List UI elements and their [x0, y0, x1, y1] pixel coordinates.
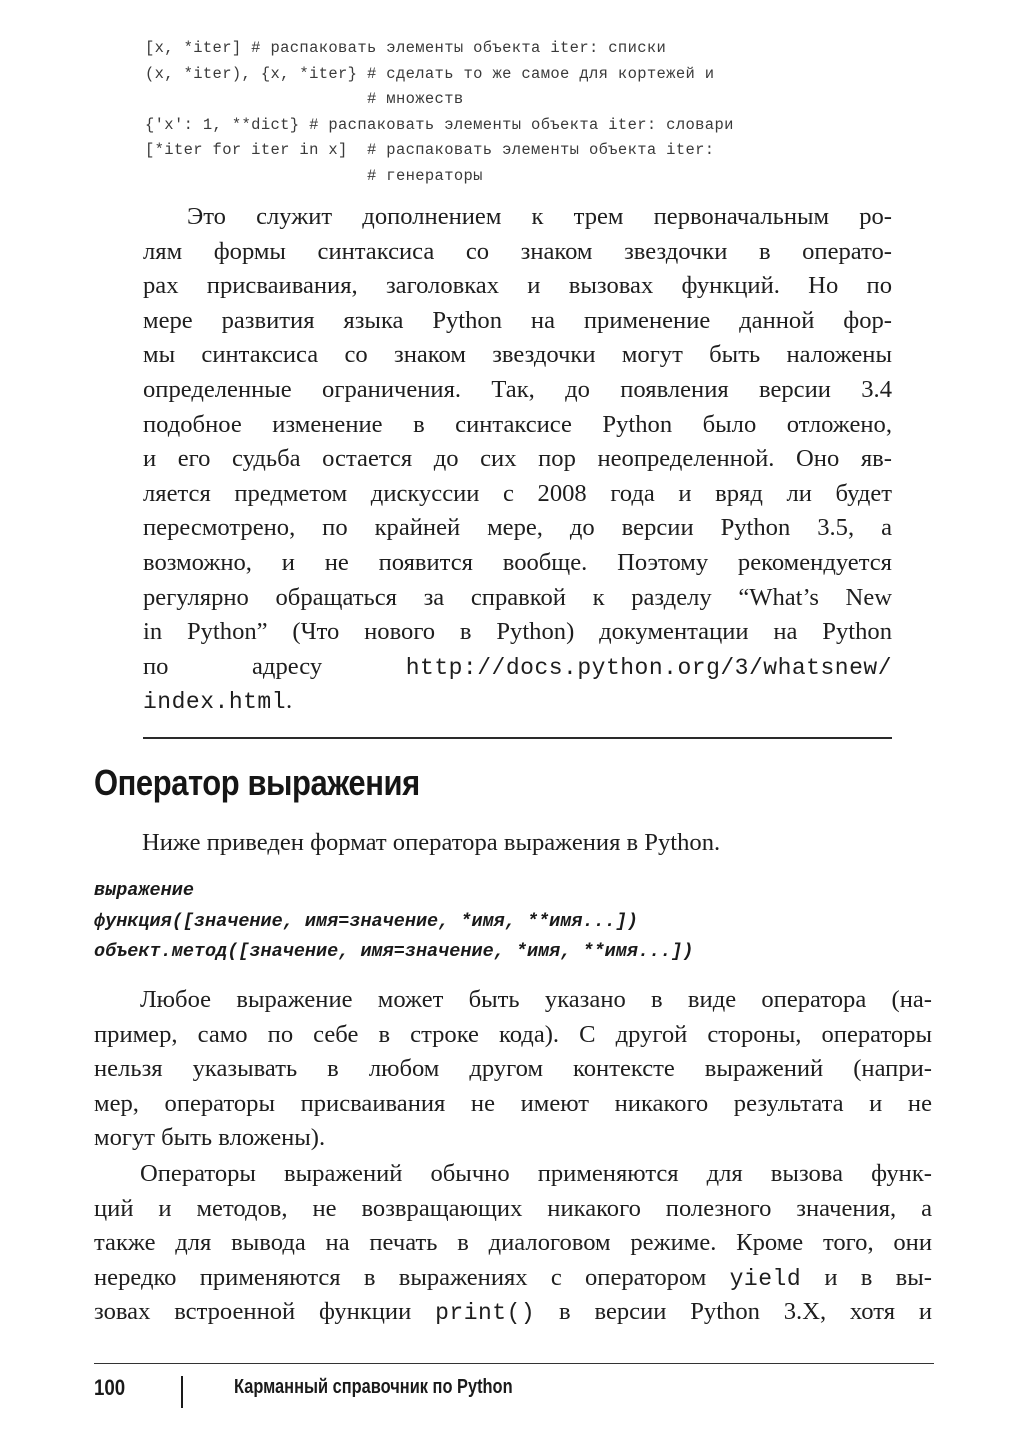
text-line: мере развития языка Python на применение данной фор-	[143, 306, 892, 334]
syntax-text: функция([значение, имя=значение, *имя, **имя...])	[94, 910, 638, 932]
syntax-block	[94, 876, 954, 968]
section-title: Оператор выражения	[94, 762, 420, 803]
text-line	[94, 1295, 932, 1330]
text-line: также для вывода на печать в диалоговом режиме. Кроме того, они	[94, 1229, 932, 1257]
code-example	[145, 36, 945, 190]
text-line: лям формы синтаксиса со знаком звездочки в операто-	[143, 237, 892, 265]
syntax-line	[94, 907, 954, 938]
whatsnew-url: http://docs.python.org/3/whatsnew/	[405, 654, 892, 681]
code-line: # генераторы	[145, 166, 483, 185]
code-line: [*iter for iter in x] # распаковать элементы объекта iter:	[145, 141, 715, 160]
text-segment: и в вы-	[824, 1263, 932, 1291]
text-line: мы синтаксиса со знаком звездочки могут быть наложены	[143, 341, 892, 369]
text-line: возможно, и не появится вообще. Поэтому рекомендуется	[143, 548, 892, 576]
inline-code-print: print()	[435, 1300, 536, 1327]
text-line	[94, 1261, 932, 1296]
text-line: ций и методов, не возвращающих никакого полезного значения, а	[94, 1194, 932, 1222]
url-line	[143, 650, 892, 685]
text-line: пересмотрено, по крайней мере, до версии Python 3.5, а	[143, 514, 892, 542]
code-line: {'x': 1, **dict} # распаковать элементы объекта iter: словари	[145, 115, 734, 134]
text-segment: в версии Python 3.X, хотя и	[559, 1298, 932, 1326]
sidebar-paragraph	[143, 200, 892, 719]
url-line	[143, 684, 892, 719]
code-line: [x, *iter] # распаковать элементы объекта iter: списки	[145, 39, 667, 57]
text-line: рах присваивания, заголовках и вызовах функций. Но по	[143, 272, 892, 300]
syntax-text: объект.метод([значение, имя=значение, *имя, **имя...])	[94, 941, 694, 963]
text-line: ляется предметом дискуссии с 2008 года и вряд ли будет	[143, 479, 892, 507]
text-line: подобное изменение в синтаксисе Python было отложено,	[143, 410, 892, 438]
text-segment: нередко применяются в выражениях с оператором	[94, 1263, 707, 1291]
running-title: Карманный справочник по Python	[234, 1376, 513, 1398]
inline-code-yield: yield	[729, 1265, 802, 1292]
body-paragraph	[94, 1157, 932, 1330]
text-line: определенные ограничения. Так, до появления версии 3.4	[143, 375, 892, 403]
syntax-text: выражение	[94, 880, 194, 901]
text-line: могут быть вложены).	[94, 1124, 326, 1152]
text-line: Операторы выражений обычно применяются для вызова функ-	[140, 1160, 932, 1187]
text-line: мер, операторы присваивания не имеют никакого результата и не	[94, 1089, 932, 1117]
footer-separator	[181, 1376, 183, 1408]
url-prefix: по адресу	[143, 652, 323, 680]
text-line: нельзя указывать в любом другом контексте выражений (напри-	[94, 1055, 932, 1083]
code-line: (x, *iter), {x, *iter} # сделать то же самое для кортежей и	[145, 64, 715, 83]
text-line: Любое выражение может быть указано в виде оператора (на-	[140, 986, 932, 1013]
body-paragraph	[94, 983, 932, 1156]
syntax-line	[94, 937, 954, 968]
url-suffix: .	[286, 687, 293, 715]
text-segment: зовах встроенной функции	[94, 1298, 412, 1326]
whatsnew-url-end: index.html	[143, 689, 287, 716]
text-line: пример, само по себе в строке кода). С другой стороны, операторы	[94, 1020, 932, 1048]
text-line: in Python” (Что нового в Python) документации на Python	[143, 618, 892, 646]
footer-rule	[94, 1363, 934, 1364]
section-intro: Ниже приведен формат оператора выражения в Python.	[142, 829, 721, 856]
sidebar-bottom-rule	[143, 737, 892, 739]
text-line: и его судьба остается до сих пор неопределенной. Оно яв-	[143, 445, 892, 473]
text-line: Это служит дополнением к трем первоначальным ро-	[187, 203, 892, 230]
page-number: 100	[94, 1375, 126, 1400]
code-line: # множеств	[145, 90, 464, 109]
syntax-line	[94, 876, 954, 907]
text-line: регулярно обращаться за справкой к разделу “What’s New	[143, 583, 892, 611]
